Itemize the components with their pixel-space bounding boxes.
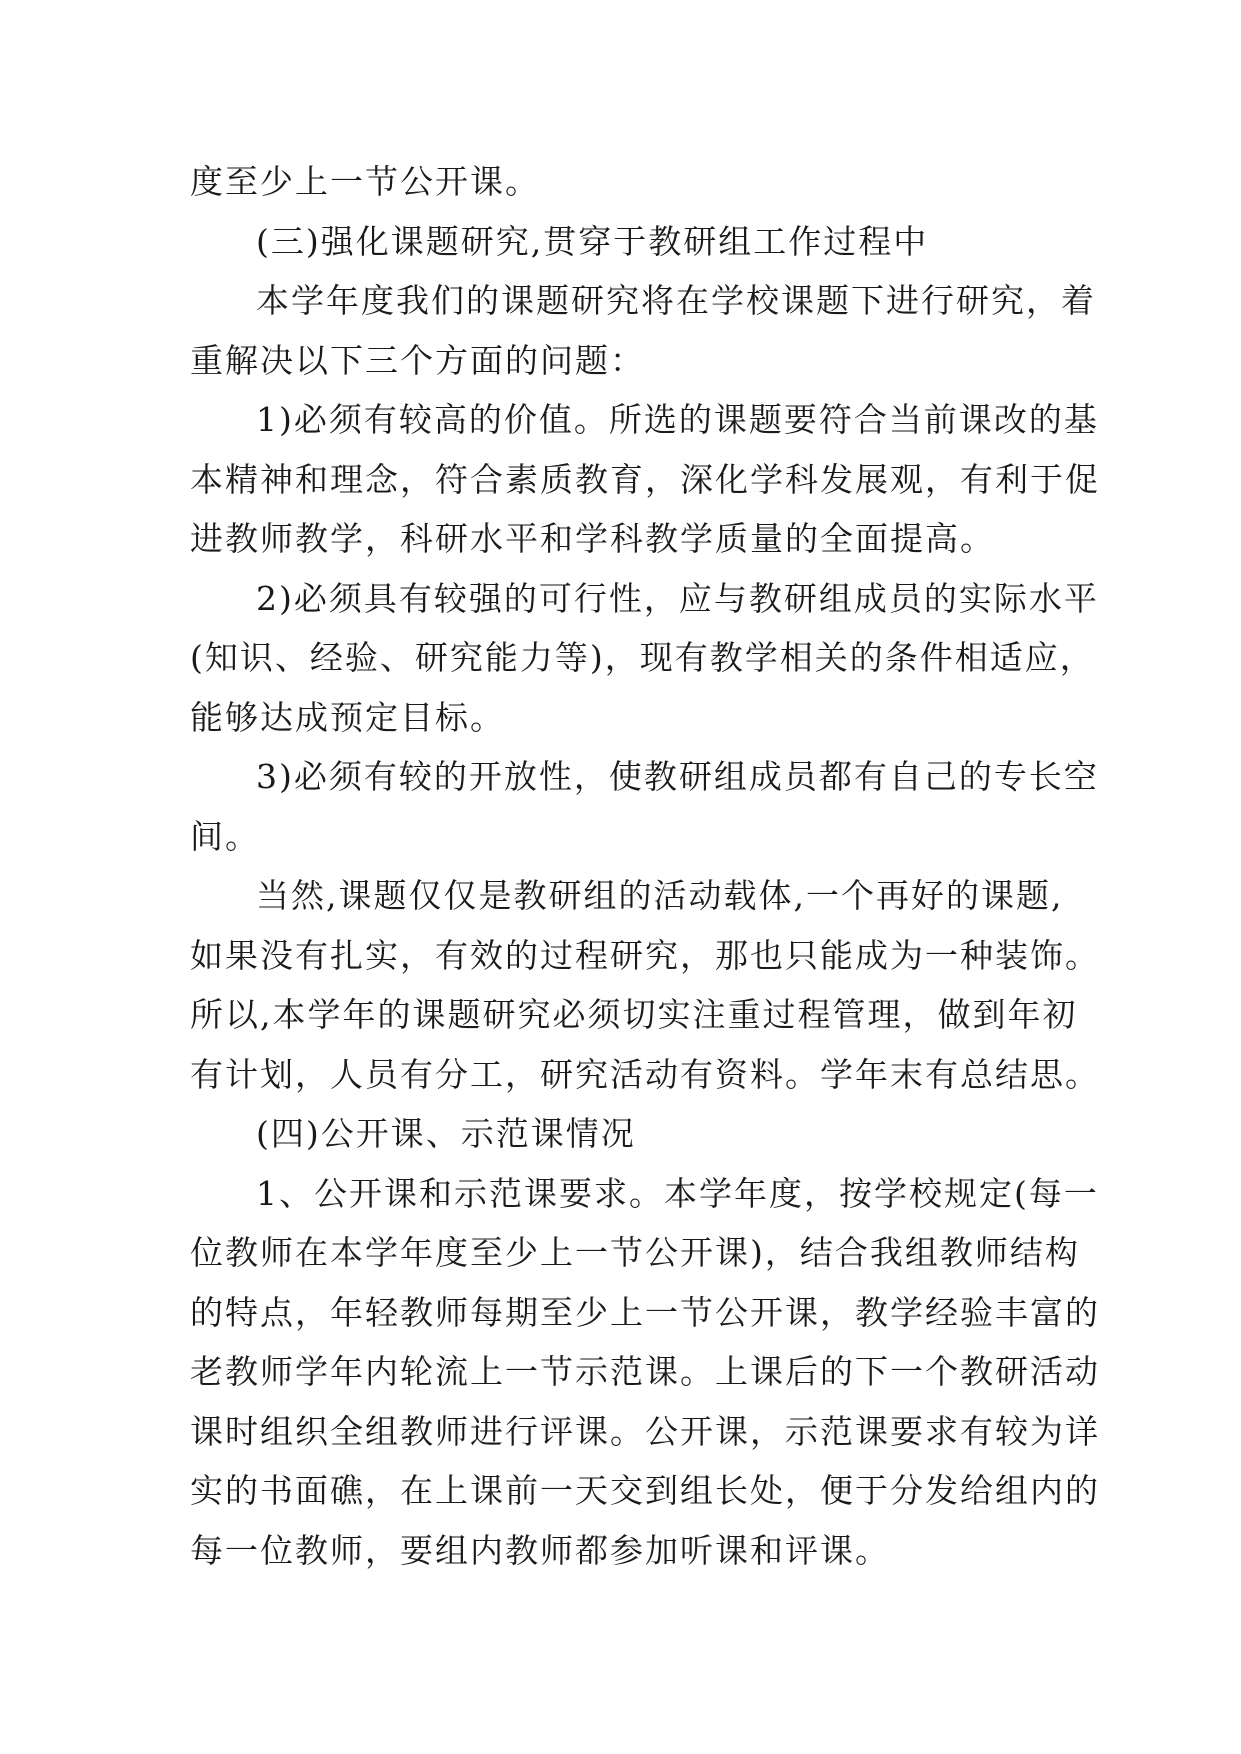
document-body <box>190 152 1100 1580</box>
section-heading-three: (三)强化课题研究,贯穿于教研组工作过程中 <box>256 221 929 261</box>
text-line: 课时组织全组教师进行评课。公开课，示范课要求有较为详 <box>190 1411 1100 1451</box>
text-line: 所以,本学年的课题研究必须切实注重过程管理，做到年初 <box>190 995 1078 1034</box>
text-line: 本精神和理念，符合素质教育，深化学科发展观，有利于促 <box>190 459 1100 499</box>
text-line: 每一位教师，要组内教师都参加听课和评课。 <box>190 1530 890 1570</box>
text-line: 老教师学年内轮流上一节示范课。上课后的下一个教研活动 <box>190 1352 1100 1391</box>
text-line: 能够达成预定目标。 <box>190 697 505 737</box>
list-item-1: 1)必须有较高的价值。所选的课题要符合当前课改的基 <box>256 400 1099 439</box>
text-line: 的特点，年轻教师每期至少上一节公开课，教学经验丰富的 <box>190 1292 1100 1332</box>
text-line: 1、公开课和示范课要求。本学年度，按学校规定(每一 <box>256 1173 1099 1213</box>
section-heading-four: (四)公开课、示范课情况 <box>256 1114 636 1153</box>
text-line: 当然,课题仅仅是教研组的活动载体,一个再好的课题, <box>256 876 1064 915</box>
text-line: 实的书面礁，在上课前一天交到组长处，便于分发给组内的 <box>190 1471 1100 1510</box>
list-item-3: 3)必须有较的开放性，使教研组成员都有自己的专长空 <box>256 757 1099 796</box>
text-line: 位教师在本学年度至少上一节公开课)，结合我组教师结构 <box>190 1233 1080 1272</box>
text-line: 如果没有扎实，有效的过程研究，那也只能成为一种装饰。 <box>190 935 1100 975</box>
text-line: (知识、经验、研究能力等)，现有教学相关的条件相适应， <box>190 638 1095 677</box>
list-item-2: 2)必须具有较强的可行性，应与教研组成员的实际水平 <box>256 578 1099 618</box>
text-line: 本学年度我们的课题研究将在学校课题下进行研究，着 <box>256 281 1096 320</box>
text-line: 度至少上一节公开课。 <box>190 162 540 201</box>
text-line: 重解决以下三个方面的问题： <box>190 340 645 380</box>
text-line: 进教师教学，科研水平和学科教学质量的全面提高。 <box>190 519 995 558</box>
text-line: 间。 <box>190 816 260 856</box>
text-line: 有计划，人员有分工，研究活动有资料。学年末有总结思。 <box>190 1054 1100 1094</box>
